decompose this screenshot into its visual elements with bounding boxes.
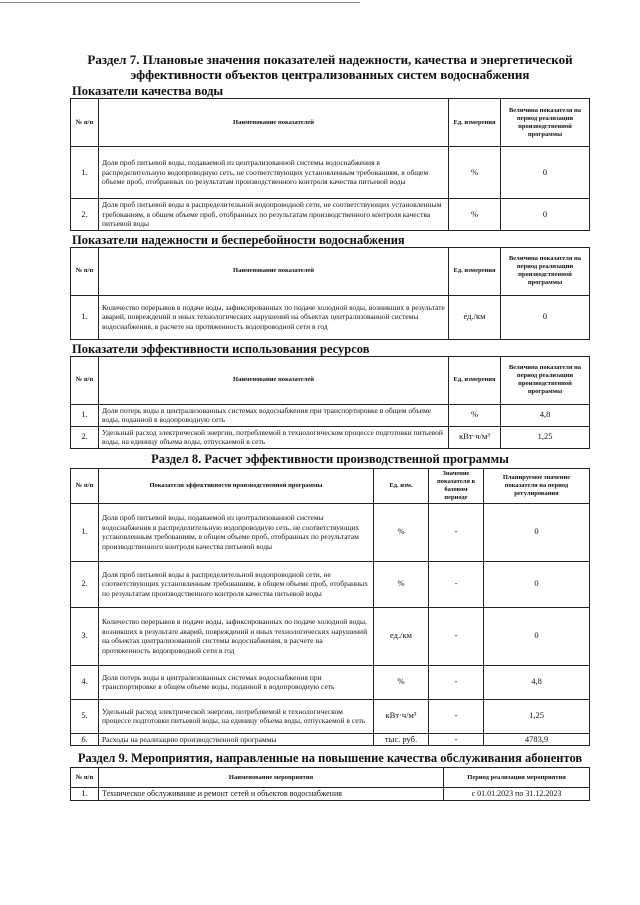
row-num: 1.	[71, 503, 99, 561]
quality-table	[70, 98, 590, 231]
header-value: Величина показателя на период реализации производственной программы	[501, 247, 590, 295]
row-num: 1.	[71, 147, 99, 199]
header-unit: Ед. измерения	[449, 356, 501, 404]
row-num: 1.	[71, 404, 99, 426]
row-unit: %	[374, 503, 429, 561]
header-base: Значение показателя в базовом периоде	[429, 468, 484, 503]
header-unit: Ед. измерения	[449, 247, 501, 295]
row-plan: 0	[484, 607, 590, 665]
row-period: с 01.01.2023 по 31.12.2023	[444, 788, 590, 801]
row-base: -	[429, 665, 484, 699]
row-base: -	[429, 699, 484, 733]
table-header-row	[71, 768, 590, 788]
table-row	[71, 426, 590, 448]
header-name: Наименование показателей	[99, 356, 449, 404]
row-name: Количество перерывов в подаче воды, зафиксированных по подаче холодной воды, возникших в результате аварий, повреждений и иных технологических нарушений на объектах централизованной системы водоснабжения, в расчете на протяженность водопроводной сети в год	[99, 607, 374, 665]
row-name: Количество перерывов в подаче воды, зафиксированных по подаче холодной воды, возникших в результате аварий, повреждений и иных технологических нарушений на объектах централизованной системы водоснабжения, в расчете на протяженность водопроводной сети в год	[99, 295, 449, 339]
header-num: № п/п	[71, 247, 99, 295]
header-period: Период реализации мероприятия	[444, 768, 590, 788]
row-num: 5.	[71, 699, 99, 733]
table-row	[71, 199, 590, 231]
header-num: № п/п	[71, 99, 99, 147]
row-name: Техническое обслуживание и ремонт сетей и объектов водоснабжения	[99, 788, 444, 801]
row-base: -	[429, 733, 484, 746]
row-num: 1.	[71, 295, 99, 339]
top-rule	[0, 2, 360, 3]
row-name: Доля потерь воды в централизованных системах водоснабжения при транспортировке в общем объеме воды, поданной в водопроводную сеть	[99, 404, 449, 426]
row-plan: 0	[484, 503, 590, 561]
table-header-row	[71, 356, 590, 404]
efficiency-table	[70, 356, 590, 449]
row-unit: кВт·ч/м³	[374, 699, 429, 733]
row-num: 2.	[71, 561, 99, 607]
header-name: Наименование мероприятия	[99, 768, 444, 788]
table-row	[71, 503, 590, 561]
table-row	[71, 699, 590, 733]
header-name: Наименование показателей	[99, 99, 449, 147]
row-value: 0	[501, 295, 590, 339]
row-base: -	[429, 561, 484, 607]
row-unit: %	[449, 147, 501, 199]
header-unit: Ед. изм.	[374, 468, 429, 503]
table-header-row	[71, 468, 590, 503]
row-base: -	[429, 607, 484, 665]
row-plan: 1,25	[484, 699, 590, 733]
row-name: Доля проб питьевой воды в распределительной водопроводной сети, не соответствующих установленным требованиям, в общем объеме проб, отобранных по результатам производственного контроля качества питьевой воды	[99, 199, 449, 231]
row-unit: ед./км	[374, 607, 429, 665]
row-value: 1,25	[501, 426, 590, 448]
measures-table	[70, 767, 590, 801]
row-num: 3.	[71, 607, 99, 665]
efficiency-calc-table	[70, 468, 590, 747]
row-unit: кВт·ч/м³	[449, 426, 501, 448]
row-name: Удельный расход электрической энергии, потребляемой в технологическом процессе подготовки питьевой воды, на единицу объема воды, отпускаемой в сеть	[99, 426, 449, 448]
row-name: Доля проб питьевой воды в распределительной водопроводной сети, не соответствующих установленным требованиям, в общем объеме проб, отобранных по результатам производственного контроля качества питьевой воды	[99, 561, 374, 607]
table-row	[71, 607, 590, 665]
header-num: № п/п	[71, 356, 99, 404]
row-unit: %	[374, 665, 429, 699]
header-plan: Планируемое значение показателя на период регулирования	[484, 468, 590, 503]
row-value: 0	[501, 199, 590, 231]
table-row	[71, 295, 590, 339]
row-unit: тыс. руб.	[374, 733, 429, 746]
row-unit: ед./км	[449, 295, 501, 339]
quality-subtitle: Показатели качества воды	[72, 84, 224, 98]
row-name: Доля потерь воды в централизованных системах водоснабжения при транспортировке в общем объеме воды, поданной в водопроводную сеть	[99, 665, 374, 699]
row-plan: 4,8	[484, 665, 590, 699]
section9-title: Раздел 9. Мероприятия, направленные на повышение качества обслуживания абонентов	[77, 751, 583, 765]
table-row	[71, 561, 590, 607]
table-row	[71, 788, 590, 801]
table-row	[71, 404, 590, 426]
reliability-subtitle: Показатели надежности и бесперебойности водоснабжения	[72, 232, 405, 247]
header-unit: Ед. измерения	[449, 99, 501, 147]
row-num: 4.	[71, 665, 99, 699]
row-num: 1.	[71, 788, 99, 801]
row-name: Расходы на реализацию производственной программы	[99, 733, 374, 746]
header-value: Величина показателя на период реализации производственной программы	[501, 99, 590, 147]
efficiency-subtitle: Показатели эффективности использования ресурсов	[72, 341, 370, 356]
row-base: -	[429, 503, 484, 561]
header-value: Величина показателя на период реализации производственной программы	[501, 356, 590, 404]
section7-title: Раздел 7. Плановые значения показателей надежности, качества и энергетической эффективности объектов централизованных систем водоснабжения	[87, 52, 573, 82]
section8-title: Раздел 8. Расчет эффективности производственной программы	[151, 451, 509, 466]
header-name: Показатели эффективности производственной программы	[99, 468, 374, 503]
row-unit: %	[374, 561, 429, 607]
header-num: № п/п	[71, 468, 99, 503]
table-row	[71, 733, 590, 746]
row-value: 0	[501, 147, 590, 199]
row-name: Доля проб питьевой воды, подаваемой из централизованной системы водоснабжения в распределительную водопроводную сеть, не соответствующих установленным требованиям, в общем объеме проб, отобранных по результатам производственного контроля качества питьевой воды	[99, 503, 374, 561]
row-unit: %	[449, 199, 501, 231]
row-plan: 0	[484, 561, 590, 607]
row-plan: 4783,9	[484, 733, 590, 746]
row-value: 4,8	[501, 404, 590, 426]
row-num: 6.	[71, 733, 99, 746]
table-row	[71, 147, 590, 199]
table-header-row	[71, 247, 590, 295]
row-unit: %	[449, 404, 501, 426]
table-header-row	[71, 99, 590, 147]
header-name: Наименование показателей	[99, 247, 449, 295]
row-name: Удельный расход электрической энергии, потребляемой в технологическом процессе подготовки питьевой воды, на единицу объема воды, отпускаемой в сеть	[99, 699, 374, 733]
table-row	[71, 665, 590, 699]
reliability-table	[70, 247, 590, 340]
row-num: 2.	[71, 426, 99, 448]
header-num: № п/п	[71, 768, 99, 788]
document-page	[70, 52, 590, 801]
row-name: Доля проб питьевой воды, подаваемой из централизованной системы водоснабжения в распределительную водопроводную сеть, не соответствующих установленным требованиям, в общем объеме проб, отобранных по результатам производственного контроля качества питьевой воды	[99, 147, 449, 199]
row-num: 2.	[71, 199, 99, 231]
